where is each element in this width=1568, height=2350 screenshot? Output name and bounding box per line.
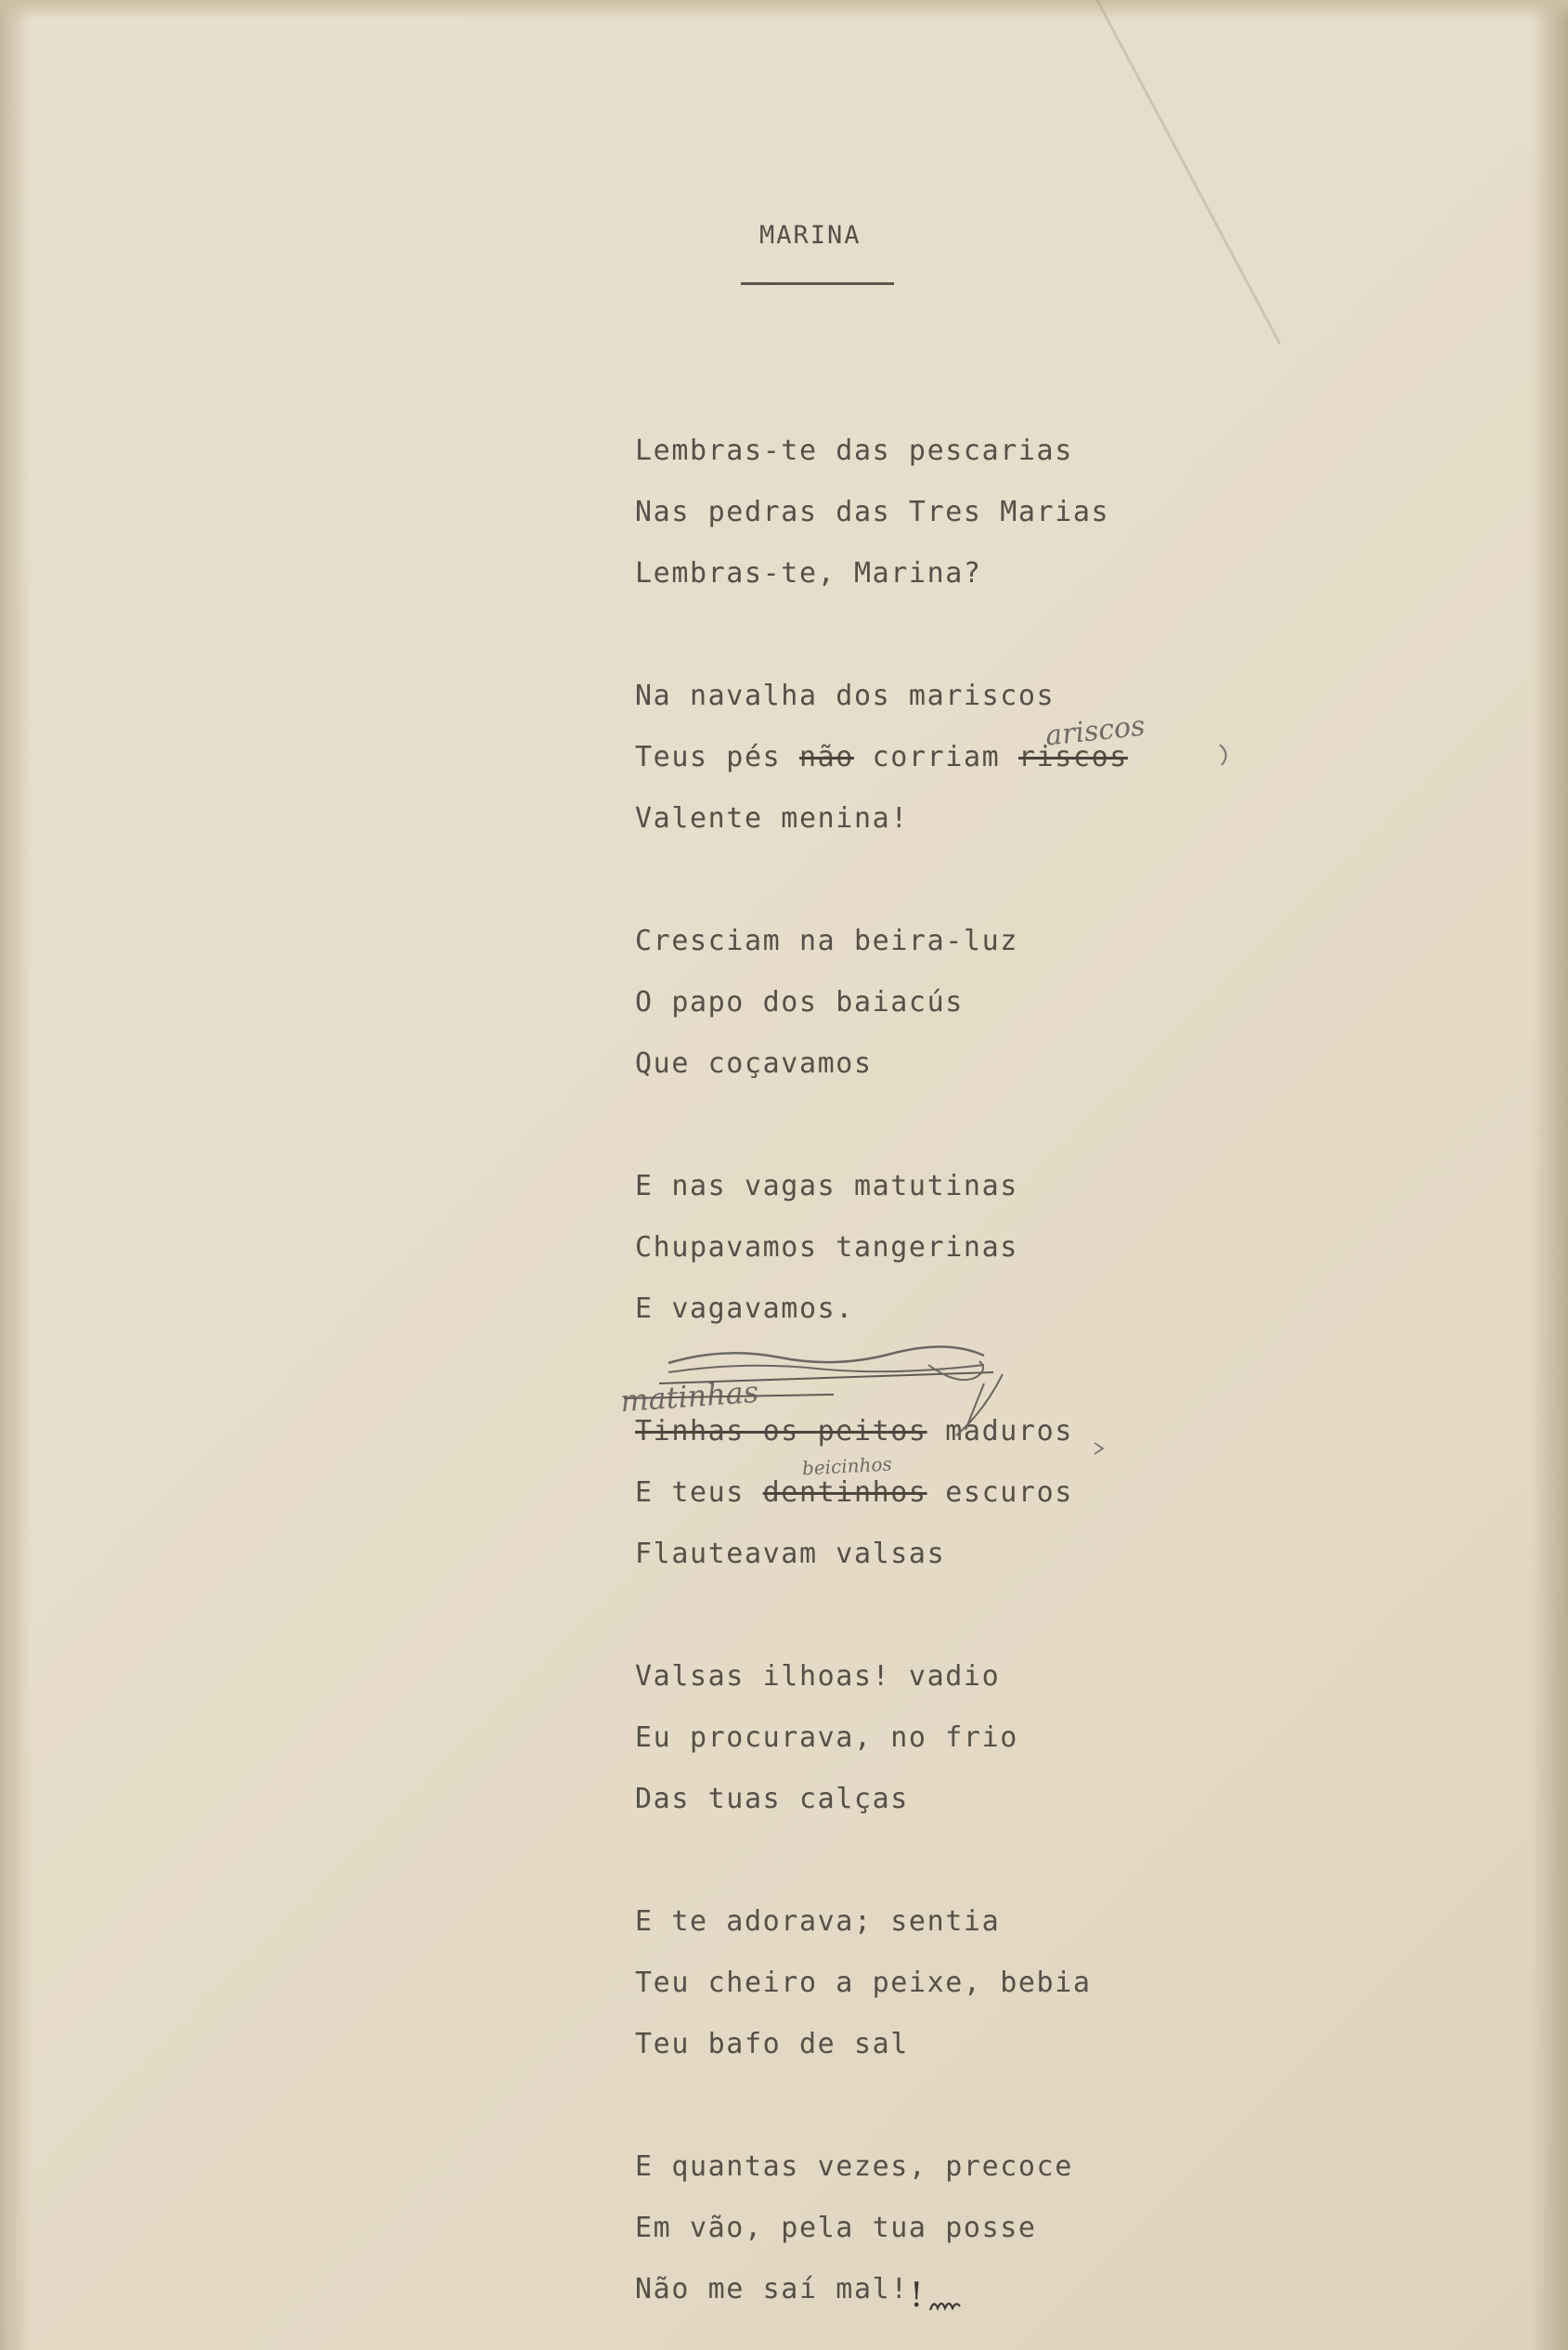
annotation-matinhas: matinhas — [618, 1373, 760, 1420]
poem-line: Valente menina! — [635, 802, 909, 835]
poem-line: O papo dos baiacús — [635, 986, 964, 1019]
line-fragment: maduros — [927, 1415, 1073, 1448]
poem-line: E vagavamos. — [635, 1292, 854, 1325]
poem-line: Chupavamos tangerinas — [635, 1231, 1018, 1264]
line-fragment: corriam — [853, 741, 1018, 773]
struck-word: Tinhas os — [635, 1415, 818, 1448]
poem-line: Teu cheiro a peixe, bebia — [635, 1967, 1092, 1999]
poem-line: Nas pedras das Tres Marias — [635, 496, 1110, 528]
poem-line: Não me saí mal! — [635, 2273, 909, 2305]
poem-line: Teu bafo de sal — [635, 2028, 909, 2060]
poem-line: E quantas vezes, precoce — [635, 2150, 1073, 2183]
struck-word: riscos — [1017, 741, 1128, 773]
paper-edge-left — [0, 0, 32, 2350]
poem-line: Na navalha dos mariscos — [635, 680, 1056, 712]
paper-edge-top — [0, 0, 1568, 20]
stanza — [635, 1902, 1471, 2085]
annotation-beicinhos: beicinhos — [801, 1452, 893, 1480]
struck-word: peitos — [817, 1415, 927, 1448]
stanza — [635, 431, 1471, 615]
paper-crease — [1095, 0, 1281, 344]
title-underline — [741, 282, 894, 285]
line-fragment: escuros — [927, 1476, 1073, 1509]
stanza — [635, 2147, 1471, 2331]
poem-line: Flauteavam valsas — [635, 1538, 946, 1570]
poem-line: E nas vagas matutinas — [635, 1170, 1018, 1202]
annotation-final-scribble — [928, 2293, 965, 2316]
poem-line: Lembras-te das pescarias — [635, 435, 1073, 467]
annotation-strike-matinhas — [620, 1389, 843, 1408]
stanza — [635, 921, 1471, 1105]
annotation-caret — [1092, 1439, 1107, 1458]
stanza — [635, 676, 1471, 860]
line-fragment: E teus — [635, 1476, 763, 1509]
annotation-bracket-1 — [1216, 741, 1235, 769]
stanza — [635, 1656, 1471, 1840]
poem-line: Cresciam na beira-luz — [635, 925, 1018, 957]
paper-edge-right — [1531, 0, 1568, 2350]
stanza — [635, 1166, 1471, 1350]
poem-line: Valsas ilhoas! vadio — [635, 1660, 1001, 1693]
poem-line: Que coçavamos — [635, 1047, 873, 1080]
annotation-ariscos: ariscos — [1043, 709, 1147, 753]
struck-word: dentinhos — [762, 1476, 927, 1509]
poem-title: MARINA — [759, 221, 862, 250]
poem-line: Lembras-te, Marina? — [635, 557, 982, 590]
poem-line — [635, 1473, 1471, 1534]
poem-line: Das tuas calças — [635, 1783, 909, 1815]
annotation-final-mark: ! — [910, 2277, 924, 2315]
line-fragment: Teus pés — [635, 741, 799, 773]
poem-line: E te adorava; sentia — [635, 1905, 1001, 1938]
poem-line: Eu procurava, no frio — [635, 1721, 1018, 1754]
poem-line: Em vão, pela tua posse — [635, 2212, 1037, 2244]
struck-word: não — [798, 741, 854, 773]
